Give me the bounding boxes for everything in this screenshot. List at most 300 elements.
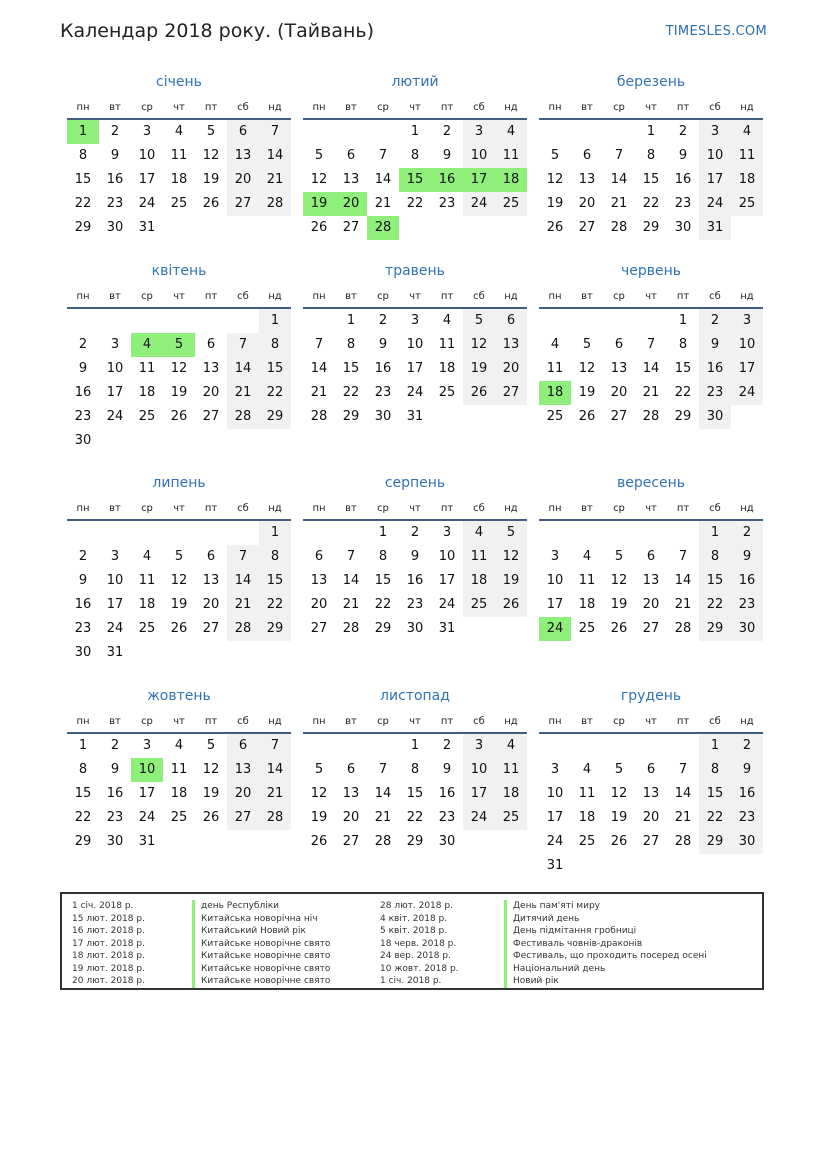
day-empty	[131, 429, 163, 453]
day-cell: 21	[259, 168, 291, 192]
weekday-label: вт	[345, 502, 357, 514]
week-row	[67, 333, 291, 357]
day-cell: 9	[442, 148, 452, 163]
day-cell: 2	[110, 124, 120, 139]
day-empty	[303, 521, 335, 545]
week-row	[67, 641, 291, 665]
weekday-header	[67, 710, 291, 734]
legend-holiday-name: Китайське новорічне свято	[192, 975, 330, 988]
day-cell: 1	[678, 313, 688, 328]
day-cell: 3	[463, 734, 495, 758]
day-cell: 14	[374, 786, 392, 801]
day-empty	[571, 120, 603, 144]
day-cell: 13	[342, 786, 360, 801]
weekday-label: пт	[440, 290, 454, 302]
day-cell: 18	[138, 597, 156, 612]
day-cell: 20	[495, 357, 527, 381]
day-cell: 28	[674, 621, 692, 636]
day-cell: 11	[463, 545, 495, 569]
day-empty	[227, 309, 259, 333]
weekday-label: сб	[237, 101, 249, 113]
day-cell: 9	[78, 361, 88, 376]
day-cell: 14	[227, 569, 259, 593]
weekday-label: вт	[109, 715, 121, 727]
day-cell: 25	[170, 810, 188, 825]
month-name: вересень	[616, 475, 686, 491]
day-cell: 14	[310, 361, 328, 376]
day-cell: 11	[731, 144, 763, 168]
day-cell: 31	[138, 834, 156, 849]
week-row	[67, 758, 291, 782]
day-cell: 20	[227, 782, 259, 806]
day-cell: 11	[170, 148, 188, 163]
legend-holiday-name: Китайська новорічна ніч	[192, 913, 318, 926]
week-row	[67, 545, 291, 569]
day-cell: 31	[438, 621, 456, 636]
day-cell: 17	[699, 168, 731, 192]
month-4	[67, 261, 291, 453]
day-cell: 30	[106, 834, 124, 849]
week-row	[539, 806, 763, 830]
month-name: листопад	[380, 688, 450, 704]
month-name: лютий	[391, 74, 439, 90]
day-cell: 21	[674, 810, 692, 825]
holiday-cell: 18	[495, 168, 527, 192]
day-cell: 23	[699, 381, 731, 405]
day-cell: 13	[202, 573, 220, 588]
day-cell: 26	[310, 834, 328, 849]
day-cell: 10	[546, 573, 564, 588]
week-row	[303, 806, 527, 830]
day-cell: 4	[731, 120, 763, 144]
day-cell: 24	[106, 409, 124, 424]
day-cell: 28	[310, 409, 328, 424]
day-cell: 27	[202, 621, 220, 636]
holiday-cell: 20	[335, 192, 367, 216]
day-cell: 11	[138, 573, 156, 588]
day-cell: 2	[699, 309, 731, 333]
day-empty	[335, 521, 367, 545]
week-row	[539, 309, 763, 333]
day-cell: 26	[310, 220, 328, 235]
month-7	[67, 473, 291, 665]
legend-date: 18 черв. 2018 р.	[380, 938, 457, 949]
weekday-label: чт	[645, 502, 657, 514]
day-cell: 25	[495, 806, 527, 830]
week-row	[539, 216, 763, 240]
day-cell: 20	[202, 385, 220, 400]
week-row	[303, 333, 527, 357]
day-cell: 2	[731, 521, 763, 545]
day-empty	[163, 830, 195, 854]
day-cell: 21	[610, 196, 628, 211]
day-cell: 15	[406, 786, 424, 801]
day-cell: 5	[206, 124, 216, 139]
week-row	[303, 617, 527, 641]
day-cell: 28	[374, 834, 392, 849]
weekday-label: ср	[613, 290, 625, 302]
month-6	[539, 261, 763, 429]
day-cell: 6	[495, 309, 527, 333]
week-row	[303, 782, 527, 806]
day-cell: 3	[142, 124, 152, 139]
day-cell: 25	[438, 385, 456, 400]
day-cell: 13	[310, 573, 328, 588]
day-cell: 30	[438, 834, 456, 849]
weekday-label: пт	[676, 502, 690, 514]
page-title: Календар 2018 року. (Тайвань)	[60, 20, 375, 42]
month-3	[539, 72, 763, 240]
legend-holiday-name: Фестиваль, що проходить посеред осені	[504, 950, 707, 963]
day-cell: 8	[699, 545, 731, 569]
day-cell: 16	[374, 361, 392, 376]
weekday-label: пн	[312, 715, 326, 727]
day-cell: 10	[106, 573, 124, 588]
day-cell: 14	[259, 758, 291, 782]
day-cell: 6	[314, 549, 324, 564]
legend-date: 24 вер. 2018 р.	[380, 951, 451, 961]
week-row	[303, 120, 527, 144]
week-row	[303, 216, 527, 240]
legend-holiday-name: Національний день	[504, 963, 605, 976]
day-empty	[603, 120, 635, 144]
legend-holiday-name: Китайський Новий рік	[192, 925, 306, 938]
day-empty	[731, 216, 763, 240]
week-row	[67, 830, 291, 854]
day-cell: 27	[610, 409, 628, 424]
day-cell: 1	[410, 738, 420, 753]
week-row	[539, 830, 763, 854]
day-cell: 20	[610, 385, 628, 400]
day-empty	[539, 309, 571, 333]
month-name: червень	[620, 263, 682, 279]
day-cell: 5	[550, 148, 560, 163]
day-cell: 3	[142, 738, 152, 753]
day-cell: 18	[495, 782, 527, 806]
day-cell: 19	[202, 786, 220, 801]
day-empty	[635, 309, 667, 333]
weekday-label: пн	[312, 290, 326, 302]
day-cell: 18	[578, 810, 596, 825]
day-empty	[635, 734, 667, 758]
day-cell: 2	[410, 525, 420, 540]
day-cell: 17	[106, 597, 124, 612]
day-cell: 29	[259, 405, 291, 429]
day-cell: 27	[202, 409, 220, 424]
day-cell: 1	[699, 734, 731, 758]
day-cell: 24	[731, 381, 763, 405]
week-row	[67, 120, 291, 144]
day-cell: 9	[110, 762, 120, 777]
day-cell: 21	[674, 597, 692, 612]
weekday-label: сб	[709, 715, 721, 727]
day-cell: 9	[78, 573, 88, 588]
day-empty	[259, 429, 291, 453]
day-cell: 17	[546, 810, 564, 825]
weekday-label: ср	[377, 502, 389, 514]
day-cell: 6	[206, 549, 216, 564]
day-cell: 7	[227, 545, 259, 569]
month-name: серпень	[384, 475, 446, 491]
day-cell: 10	[106, 361, 124, 376]
weekday-label: чт	[173, 290, 185, 302]
day-cell: 13	[342, 172, 360, 187]
day-empty	[731, 405, 763, 429]
day-cell: 21	[642, 385, 660, 400]
day-cell: 3	[463, 120, 495, 144]
day-empty	[131, 309, 163, 333]
day-cell: 27	[310, 621, 328, 636]
weekday-label: пн	[76, 502, 90, 514]
weekday-label: чт	[645, 715, 657, 727]
day-cell: 27	[578, 220, 596, 235]
day-cell: 30	[374, 409, 392, 424]
day-cell: 9	[678, 148, 688, 163]
day-cell: 22	[259, 593, 291, 617]
day-cell: 6	[646, 762, 656, 777]
day-cell: 4	[174, 124, 184, 139]
day-cell: 25	[546, 409, 564, 424]
day-cell: 1	[646, 124, 656, 139]
day-cell: 23	[74, 409, 92, 424]
day-empty	[603, 734, 635, 758]
weekday-label: пт	[440, 502, 454, 514]
day-cell: 24	[463, 806, 495, 830]
day-cell: 25	[463, 593, 495, 617]
day-empty	[635, 521, 667, 545]
day-cell: 24	[138, 810, 156, 825]
day-cell: 10	[546, 786, 564, 801]
day-cell: 24	[406, 385, 424, 400]
weekday-label: вт	[109, 290, 121, 302]
day-cell: 7	[378, 148, 388, 163]
day-cell: 17	[438, 573, 456, 588]
day-cell: 4	[174, 738, 184, 753]
weekday-label: пт	[676, 715, 690, 727]
day-cell: 1	[346, 313, 356, 328]
day-cell: 19	[610, 597, 628, 612]
day-cell: 5	[495, 521, 527, 545]
day-cell: 4	[550, 337, 560, 352]
weekday-label: вт	[581, 290, 593, 302]
day-cell: 6	[614, 337, 624, 352]
legend-holiday-name: Китайське новорічне свято	[192, 963, 330, 976]
day-cell: 7	[646, 337, 656, 352]
day-cell: 29	[74, 834, 92, 849]
day-cell: 1	[410, 124, 420, 139]
month-5	[303, 261, 527, 429]
day-cell: 22	[699, 593, 731, 617]
day-cell: 17	[138, 172, 156, 187]
day-cell: 13	[642, 573, 660, 588]
week-row	[303, 593, 527, 617]
day-cell: 30	[674, 220, 692, 235]
day-cell: 7	[346, 549, 356, 564]
weekday-label: нд	[504, 715, 518, 727]
day-cell: 16	[406, 573, 424, 588]
day-cell: 5	[314, 148, 324, 163]
day-cell: 26	[610, 834, 628, 849]
day-cell: 11	[578, 786, 596, 801]
day-empty	[195, 309, 227, 333]
day-cell: 5	[463, 309, 495, 333]
day-cell: 15	[699, 782, 731, 806]
day-cell: 28	[674, 834, 692, 849]
day-cell: 22	[74, 196, 92, 211]
day-cell: 2	[442, 124, 452, 139]
day-cell: 26	[546, 220, 564, 235]
day-cell: 25	[578, 834, 596, 849]
day-empty	[195, 521, 227, 545]
weekday-label: пт	[676, 101, 690, 113]
week-row	[539, 758, 763, 782]
day-cell: 8	[346, 337, 356, 352]
day-empty	[99, 521, 131, 545]
week-row	[303, 569, 527, 593]
day-cell: 12	[546, 172, 564, 187]
day-cell: 4	[582, 549, 592, 564]
day-cell: 19	[202, 172, 220, 187]
day-empty	[163, 521, 195, 545]
weekday-header	[539, 96, 763, 120]
day-cell: 6	[346, 148, 356, 163]
weekday-label: чт	[409, 290, 421, 302]
weekday-label: пн	[548, 715, 562, 727]
weekday-label: нд	[268, 715, 282, 727]
day-cell: 8	[259, 545, 291, 569]
day-cell: 25	[731, 192, 763, 216]
weekday-header	[539, 285, 763, 309]
day-cell: 24	[138, 196, 156, 211]
legend-date: 19 лют. 2018 р.	[72, 963, 145, 974]
day-cell: 13	[202, 361, 220, 376]
holiday-legend	[60, 892, 764, 990]
week-row	[539, 734, 763, 758]
day-cell: 4	[495, 734, 527, 758]
holiday-cell: 15	[399, 168, 431, 192]
weekday-label: ср	[141, 290, 153, 302]
day-empty	[667, 854, 699, 878]
weekday-header	[67, 497, 291, 521]
day-cell: 1	[259, 521, 291, 545]
week-row	[303, 309, 527, 333]
brand-link[interactable]: TIMESLES.COM	[665, 24, 767, 39]
day-cell: 2	[678, 124, 688, 139]
day-empty	[539, 120, 571, 144]
day-cell: 6	[227, 120, 259, 144]
weekday-label: сб	[473, 715, 485, 727]
day-cell: 24	[106, 621, 124, 636]
weekday-label: вт	[581, 101, 593, 113]
legend-holiday-name: День підмітання гробниці	[504, 925, 636, 938]
weekday-label: пн	[76, 715, 90, 727]
weekday-label: вт	[581, 715, 593, 727]
weekday-label: ср	[377, 715, 389, 727]
weekday-label: пн	[312, 502, 326, 514]
day-cell: 16	[106, 172, 124, 187]
day-cell: 19	[170, 597, 188, 612]
month-9	[539, 473, 763, 641]
day-cell: 14	[374, 172, 392, 187]
day-cell: 22	[374, 597, 392, 612]
week-row	[539, 521, 763, 545]
weekday-label: вт	[109, 101, 121, 113]
day-empty	[463, 617, 495, 641]
legend-date: 18 лют. 2018 р.	[72, 951, 145, 961]
month-name: березень	[616, 74, 686, 90]
day-cell: 23	[106, 810, 124, 825]
legend-holiday-name: Фестиваль човнів-драконів	[504, 938, 642, 951]
weekday-label: чт	[173, 101, 185, 113]
day-cell: 31	[138, 220, 156, 235]
day-cell: 23	[731, 593, 763, 617]
day-cell: 21	[374, 196, 392, 211]
day-cell: 31	[546, 858, 564, 873]
holiday-cell: 24	[539, 617, 571, 641]
day-empty	[603, 309, 635, 333]
week-row	[303, 734, 527, 758]
weekday-label: ср	[613, 715, 625, 727]
week-row	[539, 144, 763, 168]
day-empty	[367, 734, 399, 758]
week-row	[539, 333, 763, 357]
day-cell: 2	[378, 313, 388, 328]
holiday-cell: 5	[163, 333, 195, 357]
weekday-label: пн	[76, 101, 90, 113]
day-cell: 15	[74, 172, 92, 187]
day-cell: 20	[202, 597, 220, 612]
day-cell: 18	[170, 786, 188, 801]
day-cell: 15	[642, 172, 660, 187]
day-cell: 7	[678, 762, 688, 777]
day-cell: 29	[674, 409, 692, 424]
weekday-label: чт	[173, 502, 185, 514]
day-cell: 10	[731, 333, 763, 357]
day-empty	[195, 216, 227, 240]
day-empty	[463, 830, 495, 854]
day-cell: 8	[378, 549, 388, 564]
day-cell: 5	[614, 549, 624, 564]
day-cell: 15	[259, 357, 291, 381]
week-row	[303, 545, 527, 569]
month-10	[67, 686, 291, 854]
day-empty	[99, 309, 131, 333]
weekday-label: нд	[504, 290, 518, 302]
day-empty	[227, 521, 259, 545]
day-cell: 5	[174, 549, 184, 564]
weekday-label: ср	[613, 502, 625, 514]
day-cell: 12	[202, 762, 220, 777]
day-empty	[367, 120, 399, 144]
weekday-label: пт	[204, 502, 218, 514]
day-cell: 12	[202, 148, 220, 163]
day-cell: 2	[442, 738, 452, 753]
day-cell: 22	[674, 385, 692, 400]
day-cell: 26	[495, 593, 527, 617]
week-row	[539, 381, 763, 405]
day-cell: 8	[410, 148, 420, 163]
day-cell: 30	[74, 645, 92, 660]
day-empty	[667, 521, 699, 545]
day-cell: 26	[170, 409, 188, 424]
weekday-label: пн	[548, 101, 562, 113]
day-cell: 14	[674, 573, 692, 588]
day-cell: 31	[406, 409, 424, 424]
day-cell: 29	[699, 830, 731, 854]
week-row	[67, 216, 291, 240]
legend-date: 28 лют. 2018 р.	[380, 901, 453, 911]
day-cell: 19	[495, 569, 527, 593]
